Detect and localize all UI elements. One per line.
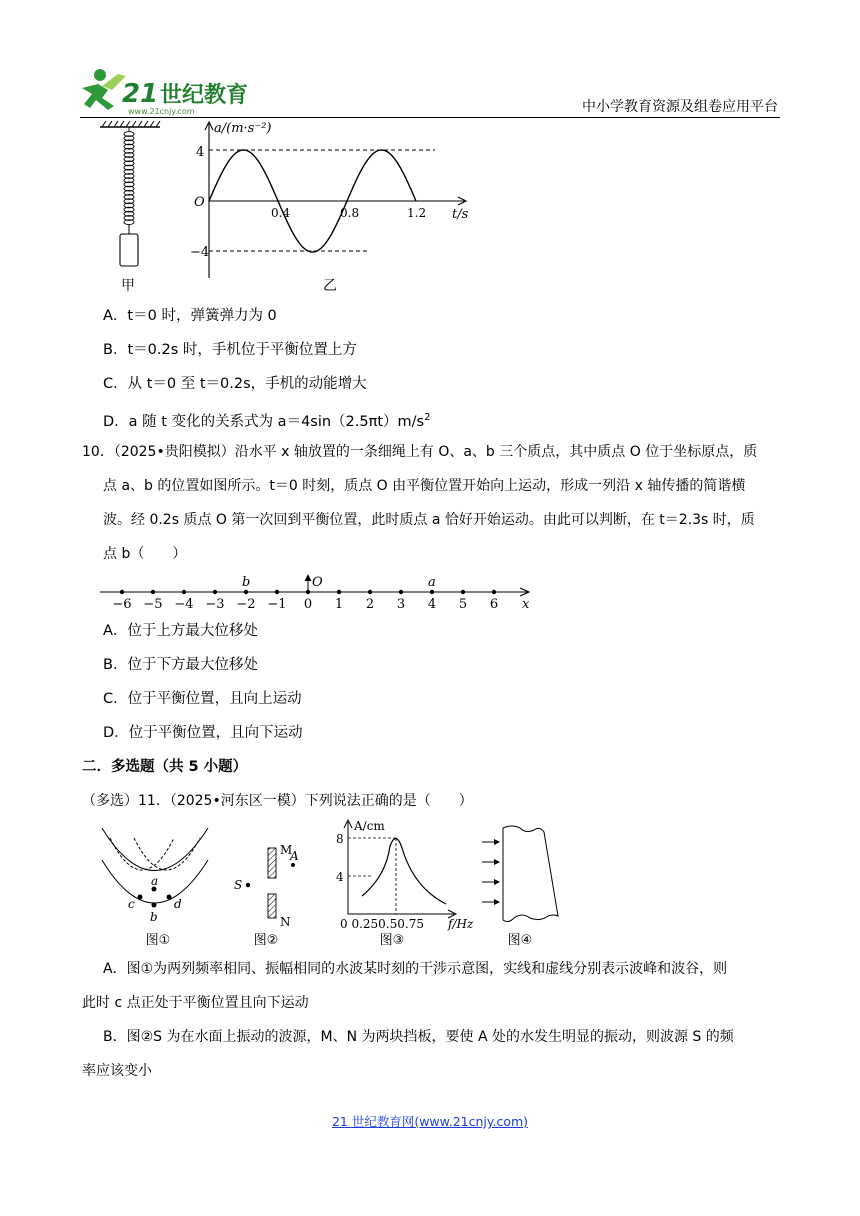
- fig3-caption: 图③: [379, 933, 405, 948]
- ceiling-support: [100, 121, 160, 127]
- fig3-xticks: 0 0.250.50.75: [340, 917, 424, 931]
- point-a-label: a: [428, 575, 436, 590]
- axis-tick-label-10: 4: [427, 597, 437, 612]
- q9-option-a: A．t＝0 时，弹簧弹力为 0: [103, 308, 277, 324]
- fig2-label-m: M: [280, 843, 293, 857]
- fig2-label-n: N: [280, 915, 291, 929]
- axis-point-5: [275, 590, 279, 594]
- q10-line-3: 波。经 0.2s 质点 O 第一次回到平衡位置，此时质点 a 恰好开始运动。由此可以判断，在 t＝2.3s 时，质: [103, 512, 755, 528]
- point-o-label: O: [312, 575, 323, 590]
- fig2-caption: 图②: [253, 933, 279, 948]
- axis-tick-label-2: −4: [174, 597, 194, 612]
- fig3-resonance: [336, 819, 474, 948]
- q11-option-b-line-2: 率应该变小: [82, 1063, 152, 1079]
- fig1-interference: [102, 828, 208, 948]
- q11-option-b-line-1: B．图②S 为在水面上振动的波源，M、N 为两块挡板，要使 A 处的水发生明显的振动，则波源 S 的频: [103, 1029, 734, 1045]
- fig1-label-d: d: [174, 897, 182, 911]
- fig3-ylabel: A/cm: [354, 819, 385, 833]
- fig3-xlabel: f/Hz: [448, 917, 474, 931]
- logo-url: www.21cnjy.com: [128, 107, 195, 116]
- q9-option-c: C．从 t＝0 至 t＝0.2s，手机的动能增大: [103, 376, 367, 392]
- at-graph: [190, 121, 469, 278]
- q11-option-a-line-2: 此时 c 点正处于平衡位置且向下运动: [82, 995, 309, 1011]
- figure-q10-number-line: [96, 572, 546, 614]
- logo-text: 世纪教育: [160, 83, 249, 108]
- section-2-title: 二．多选题（共 5 小题）: [82, 759, 248, 775]
- axis-point-4: [244, 590, 248, 594]
- fig4-caption: 图④: [507, 933, 533, 948]
- t-tick-1: 0.4: [271, 206, 291, 220]
- point-b-label: b: [242, 575, 251, 590]
- axis-point-9: [399, 590, 403, 594]
- axis-tick-label-6: 0: [303, 597, 313, 612]
- footer-link[interactable]: 21 世纪教育网(www.21cnjy.com): [331, 1114, 529, 1129]
- axis-tick-label-11: 5: [458, 597, 468, 612]
- q10-line-1: 10．（2025•贵阳模拟）沿水平 x 轴放置的一条细绳上有 O、a、b 三个质点，其中质点 O 位于坐标原点，质: [82, 444, 758, 460]
- y-axis-label: a/(m·s⁻²): [214, 121, 272, 136]
- q10-line-2: 点 a、b 的位置如图所示。t＝0 时刻，质点 O 由平衡位置开始向上运动，形成一列沿 x 轴传播的简谐横: [103, 478, 746, 494]
- axis-point-7: [337, 590, 341, 594]
- axis-point-12: [492, 590, 496, 594]
- q10-option-b: B．位于下方最大位移处: [103, 657, 258, 673]
- t-tick-3: 1.2: [407, 206, 427, 220]
- axis-tick-labels: [112, 597, 498, 612]
- axis-x-label: x: [522, 597, 530, 612]
- axis-tick-label-0: −6: [112, 597, 132, 612]
- axis-tick-label-9: 3: [396, 597, 406, 612]
- fig3-y4: 4: [336, 870, 344, 884]
- q9-option-b: B．t＝0.2s 时，手机位于平衡位置上方: [103, 342, 357, 358]
- y-tick-neg: −4: [190, 245, 210, 260]
- axis-tick-label-7: 1: [334, 597, 344, 612]
- q10-option-a: A．位于上方最大位移处: [103, 623, 258, 639]
- platform-name: 中小学教育资源及组卷应用平台: [582, 99, 778, 115]
- y-tick-pos: 4: [196, 145, 205, 160]
- q11-stem: （多选）11．（2025•河东区一模）下列说法正确的是（ ）: [82, 793, 473, 809]
- axis-point-3: [213, 590, 217, 594]
- header: [0, 0, 860, 120]
- q10-option-d: D．位于平衡位置，且向下运动: [103, 725, 303, 741]
- axis-point-10: [430, 590, 434, 594]
- q10-option-c: C．位于平衡位置，且向上运动: [103, 691, 302, 707]
- axis-tick-label-12: 6: [489, 597, 499, 612]
- q9-option-d: D．a 随 t 变化的关系式为 $a=4\sin(2.5\pi t)m/s^2$: [103, 412, 431, 430]
- figure-q11: [96, 818, 576, 952]
- fig1-label-c: c: [128, 897, 135, 911]
- axis-tick-label-5: −1: [267, 597, 287, 612]
- axis-tick-label-4: −2: [236, 597, 256, 612]
- spring: [124, 127, 134, 225]
- fig4-waves: [482, 826, 558, 948]
- axis-point-8: [368, 590, 372, 594]
- logo-number: 21: [122, 79, 159, 109]
- runner-icon: [82, 69, 126, 110]
- q11-option-a-line-1: A．图①为两列频率相同、振幅相同的水波某时刻的干涉示意图，实线和虚线分别表示波峰和波谷，则: [103, 961, 728, 977]
- q10-line-4: 点 b（ ）: [103, 546, 187, 562]
- fig1-label-b: b: [150, 910, 158, 924]
- axis-tick-label-3: −3: [205, 597, 225, 612]
- axis-point-11: [461, 590, 465, 594]
- fig1-label-a: a: [151, 874, 159, 888]
- label-jia: 甲: [121, 278, 135, 294]
- axis-point-0: [120, 590, 124, 594]
- fig1-caption: 图①: [145, 933, 171, 948]
- x-axis-label: t/s: [452, 207, 469, 222]
- site-logo: [78, 64, 253, 116]
- fig2-label-s: S: [234, 878, 243, 892]
- phone-mass: [120, 234, 138, 266]
- fig2-label-a: A: [290, 849, 299, 863]
- axis-tick-label-1: −5: [143, 597, 163, 612]
- fig2-slit: [234, 843, 299, 948]
- axis-tick-label-8: 2: [365, 597, 375, 612]
- origin-label: O: [194, 195, 205, 210]
- figure-q9: [90, 118, 490, 298]
- fig3-y8: 8: [336, 832, 344, 846]
- axis-point-1: [151, 590, 155, 594]
- t-tick-2: 0.8: [340, 206, 360, 220]
- label-yi: 乙: [323, 278, 337, 294]
- axis-point-2: [182, 590, 186, 594]
